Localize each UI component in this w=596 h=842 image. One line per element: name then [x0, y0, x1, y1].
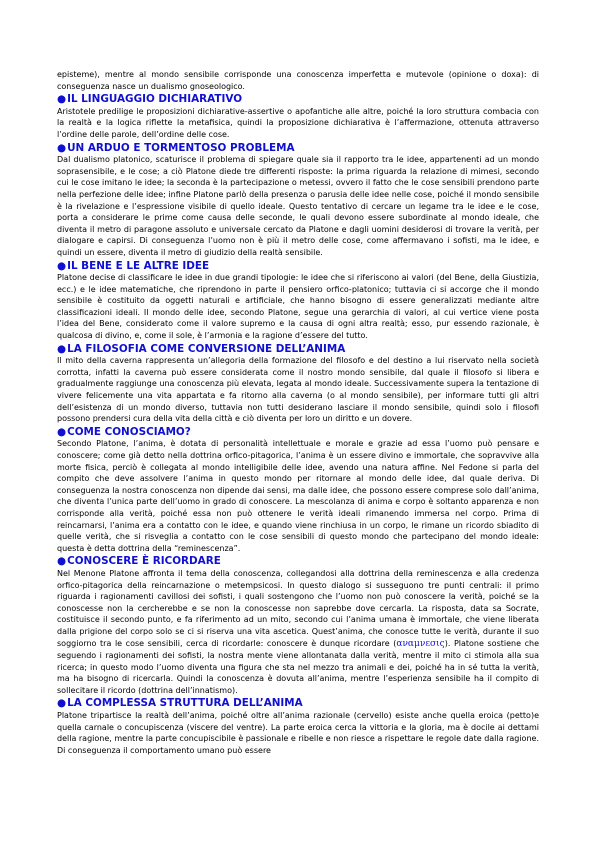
heading-come-conosciamo — [57, 426, 539, 439]
paragraph-linguaggio-dichiarativo: Aristotele predilige le proposizioni dichiarative-assertive o apofantiche alle altre, poiché la loro struttura combacia con la realtà e la logica riflette la metafisica, quindi la proposizione dichiarativa è l’affermazione, ottenuta attraverso l’ordine delle parole, dell’ordine delle cose. — [57, 106, 539, 139]
paragraph-arduo-problema: Dal dualismo platonico, scaturisce il problema di spiegare quale sia il rapporto tra le idee, appartenenti ad un mondo soprasensibile, e le cose; a ciò Platone diede tre differenti risposte: la prima riguarda la relazione di mimesi, secondo cui le cose imitano le idee; la seconda è la partecipazione o metessi, ovvero il fatto che le cose sensibili prendono parte nella perfezione delle idee; infine Platone parlò della presenza o parusia delle idee nelle cose, poiché il mondo sensibile è la rivelazione e l’espressione visibile di quello ideale. Questo tentativo di cercare un legame tra le idee e le cose, porta a considerare le prime come causa delle seconde, le quali devono essere subordinate al mondo ideale, che diventa il metro di paragone assoluto e universale cercato da Platone e dagli uomini desiderosi di trovare la verità, per dialogare e capirsi. Di conseguenza l’uomo non è più il metro delle cose, come affermavano i sofisti, ma le idee, e quindi un essere, diventa il metro di giudizio della realtà sensibile. — [57, 155, 539, 257]
paragraph-struttura-anima: Platone tripartisce la realtà dell’anima, poiché oltre all’anima razionale (cervello) esiste anche quella eroica (petto)e quella carnale o concupiscenza (viscere del ventre). La parte eroica cerca la vittoria e la gloria, ma è docile ai dettami della ragione, mentre la parte concupiscibile è passionale e ribelle e non riesce a rispettare le regole date dalla ragione. Di conseguenza il comportamento umano può essere — [57, 711, 539, 755]
heading-text: IL BENE E LE ALTRE IDEE — [67, 259, 210, 272]
bullet-icon: ● — [57, 342, 67, 355]
heading-text: UN ARDUO E TORMENTOSO PROBLEMA — [67, 141, 295, 154]
bullet-icon: ● — [57, 555, 67, 568]
intro-paragraph: episteme), mentre al mondo sensibile corrisponde una conoscenza imperfetta e mutevole (opinione o doxa): di conseguenza nasce un dualismo gnoseologico. — [57, 70, 539, 91]
bullet-icon: ● — [57, 141, 67, 154]
heading-bene-altre-idee — [57, 260, 539, 273]
paragraph-conoscere-ricordare — [57, 568, 539, 697]
paragraph-come-conosciamo: Secondo Platone, l’anima, è dotata di personalità intellettuale e morale e grazie ad essa l’uomo può pensare e conoscere; come già detto nella dottrina orfico-pitagorica, l’anima è un essere divino e immortale, che sopravvive alla morte fisica, perciò è collegata al mondo intelligibile delle idee, avendo una natura affine. Nel Fedone si parla del compito che deve assolvere l’anima in questo mondo per ritornare al mondo delle idee, dal quale deriva. Di conseguenza la nostra conoscenza non dipende dai sensi, ma dalle idee, che possono essere comprese solo dall’anima, che diventa l’unica parte dell’uomo in grado di conoscere. La mescolanza di anima e corpo è soltanto apparenza e non corrisponde alla verità, poiché essa non può ottenere le verità ideali rimanendo immersa nel corpo. Prima di reincarnarsi, l’anima era a contatto con le idee, e quando viene rinchiusa in un corpo, le rimane un ricordo sbiadito di quelle verità, che si risveglia a contatto con le cose sensibili di questo mondo che partecipano del mondo ideale: questa è detta dottrina della “reminescenza”. — [57, 439, 539, 553]
heading-text: CONOSCERE È RICORDARE — [67, 555, 221, 568]
greek-term: αναμνεσις — [396, 638, 445, 649]
heading-arduo-problema — [57, 142, 539, 155]
heading-struttura-anima — [57, 697, 539, 710]
paragraph-text-after: ). Platone sostiene che seguendo i ragionamenti dei sofisti, la nostra mente viene allontanata dalla verità, mentre il mito ci stimola alla sua ricerca; in questo modo l’uomo diventa una figura che sta nel mezzo tra animali e dei, poiché ha in sé tutta la verità, ma ha bisogno di ricercarla. Quindi la conoscenza è dovuta all’anima, mentre l’esperienza sensibile ha il compito di sollecitare il ricordo (dottrina dell’innatismo). — [57, 638, 539, 695]
heading-filosofia-conversione — [57, 343, 539, 356]
paragraph-text-before: Nel Menone Platone affronta il tema della conoscenza, collegandosi alla dottrina della reminescenza e alla credenza orfico-pitagorica della reincarnazione o metempsicosi. In questo dialogo si susseguono tre punti centrali: il primo riguarda i ragionamenti cavillosi dei sofisti, i quali sostengono che l’uomo non può conoscere la verità, poiché se la conoscesse non la cercherebbe e se non la conoscesse non saprebbe dove cercarla. La risposta, data sa Socrate, costituisce il secondo punto, e fa riferimento ad un mito, secondo cui l’anima umana è immortale, che viene liberata dalla prigione del corpo solo se ci si riserva una vita ascetica. Quest’anima, che conosce tutte le verità, durante il suo soggiorno tra le cose sensibili, cerca di ricordarle: conoscere è dunque ricordare ( — [57, 568, 539, 648]
heading-text: LA COMPLESSA STRUTTURA DELL’ANIMA — [67, 697, 303, 710]
bullet-icon: ● — [57, 93, 67, 106]
bullet-icon: ● — [57, 697, 67, 710]
heading-conoscere-ricordare — [57, 555, 539, 568]
heading-text: IL LINGUAGGIO DICHIARATIVO — [67, 93, 243, 106]
bullet-icon: ● — [57, 425, 67, 438]
paragraph-filosofia-conversione: Il mito della caverna rappresenta un’allegoria della formazione del filosofo e del destino a lui riservato nella società corrotta, infatti la caverna può essere considerata come il nostro mondo sensibile, dal quale il filosofo si libera e gradualmente raggiunge una conoscenza più elevata, legata al mondo ideale. Successivamente supera la tentazione di vivere felicemente una vita appartata e fa ritorno alla caverna (o al mondo sensibile), per informare tutti gli altri dell’esistenza di un mondo diverso, tuttavia non tutti desiderano lasciare il mondo sensibile, quindi solo i filosofi possono prendersi cura della vita della città e ciò diventa per loro un diritto e un dovere. — [57, 356, 539, 424]
bullet-icon: ● — [57, 259, 67, 272]
paragraph-bene-altre-idee: Platone decise di classificare le idee in due grandi tipologie: le idee che si riferiscono ai valori (del Bene, della Giustizia, ecc.) e le idee matematiche, che riprendono in parte il pensiero orfico-platonico; tuttavia ci si accorge che il mondo sensibile è costituito da oggetti naturali e artificiale, che hanno bisogno di essere generalizzati mediante altre classificazioni ideali. Il mondo delle idee, secondo Platone, segue una gerarchia di valori, al cui vertice viene posta l’idea del Bene, considerato come il valore supremo e la causa di ogni altra realtà; esso, pur essendo razionale, è qualcosa di divino, e, come il sole, è l’armonia e la ragione d’essere del tutto. — [57, 273, 539, 341]
document-page — [57, 69, 539, 756]
heading-linguaggio-dichiarativo — [57, 93, 539, 106]
heading-text: COME CONOSCIAMO? — [67, 425, 191, 438]
heading-text: LA FILOSOFIA COME CONVERSIONE DELL’ANIMA — [67, 342, 346, 355]
